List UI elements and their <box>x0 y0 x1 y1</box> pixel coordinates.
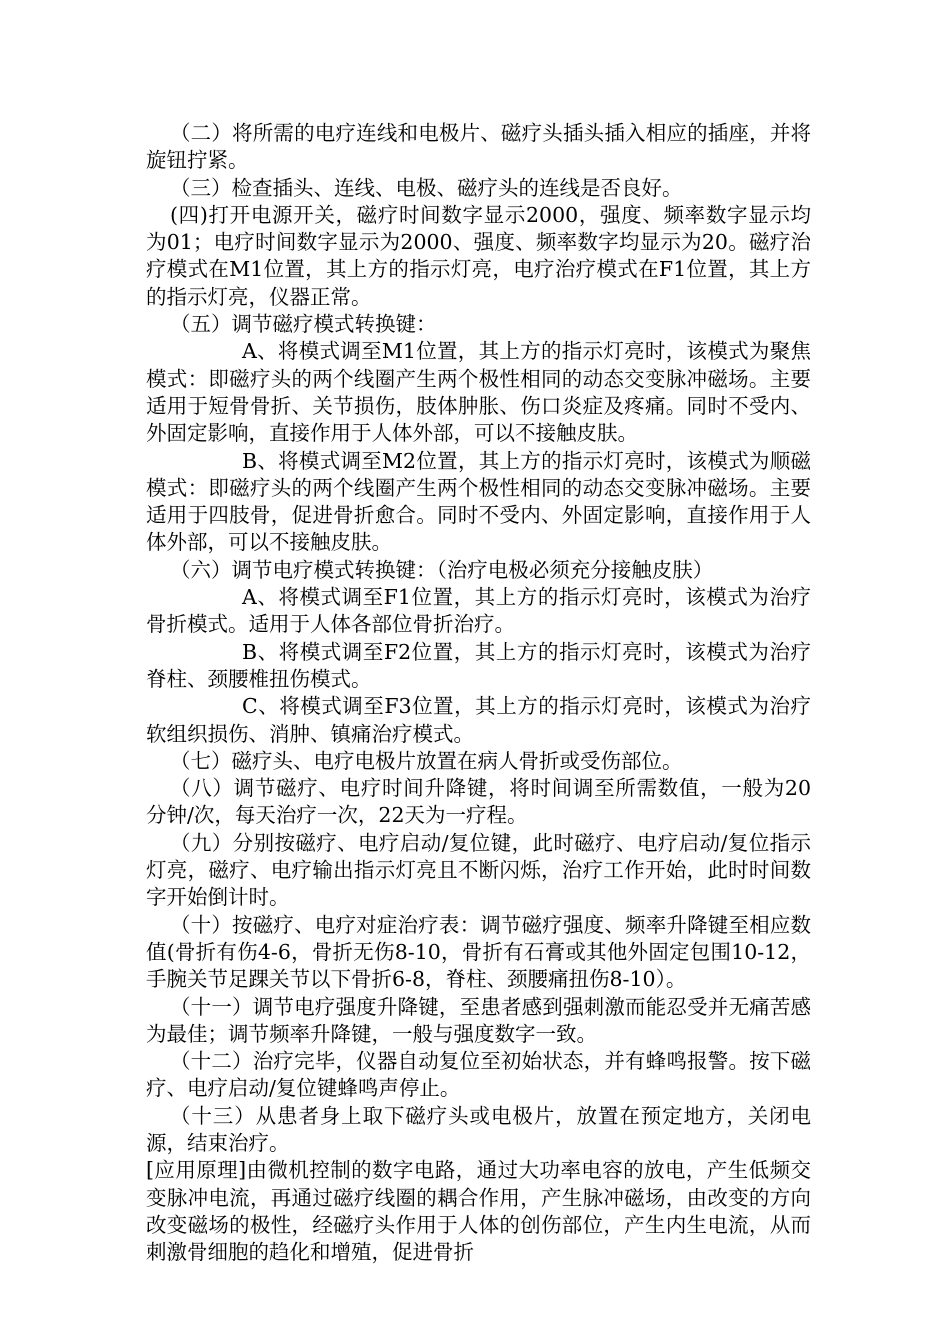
paragraph-step-6b: B、将模式调至F2位置，其上方的指示灯亮时，该模式为治疗脊柱、颈腰椎扭伤模式。 <box>146 639 811 691</box>
paragraph-step-4: (四)打开电源开关，磁疗时间数字显示2000，强度、频率数字显示均为01；电疗时间数字显示为2000、强度、频率数字均显示为20。磁疗治疗模式在M1位置，其上方的指示灯亮，电疗治疗模式在F1位置，其上方的指示灯亮，仪器正常。 <box>146 202 811 309</box>
paragraph-step-5b: B、将模式调至M2位置，其上方的指示灯亮时，该模式为顺磁模式：即磁疗头的两个线圈产生两个极性相同的动态交变脉冲磁场。主要适用于四肢骨，促进骨折愈合。同时不受内、外固定影响，直接作用于人体外部，可以不接触皮肤。 <box>146 448 811 555</box>
paragraph-step-3: （三）检查插头、连线、电极、磁疗头的连线是否良好。 <box>170 175 683 200</box>
paragraph-step-7: （七）磁疗头、电疗电极片放置在病人骨折或受伤部位。 <box>170 748 683 773</box>
paragraph-step-6: （六）调节电疗模式转换键：（治疗电极必须充分接触皮肤） <box>170 557 714 582</box>
paragraph-step-2: （二）将所需的电疗连线和电极片、磁疗头插头插入相应的插座，并将旋钮拧紧。 <box>146 121 811 173</box>
paragraph-application-principle: [应用原理]由微机控制的数字电路，通过大功率电容的放电，产生低频交变脉冲电流，再通过磁疗线圈的耦合作用，产生脉冲磁场，由改变的方向改变磁场的极性，经磁疗头作用于人体的创伤部位，产生内生电流，从而刺激骨细胞的趋化和增殖，促进骨折 <box>146 1158 811 1265</box>
paragraph-step-8: （八）调节磁疗、电疗时间升降键，将时间调至所需数值，一般为20分钟/次，每天治疗一次，22天为一疗程。 <box>146 776 811 828</box>
paragraph-step-6a: A、将模式调至F1位置，其上方的指示灯亮时，该模式为治疗骨折模式。适用于人体各部位骨折治疗。 <box>146 585 811 637</box>
paragraph-step-13: （十三）从患者身上取下磁疗头或电极片，放置在预定地方，关闭电源，结束治疗。 <box>146 1103 811 1155</box>
paragraph-step-12: （十二）治疗完毕，仪器自动复位至初始状态，并有蜂鸣报警。按下磁疗、电疗启动/复位键蜂鸣声停止。 <box>146 1049 811 1101</box>
paragraph-step-9: （九）分别按磁疗、电疗启动/复位键，此时磁疗、电疗启动/复位指示灯亮，磁疗、电疗输出指示灯亮且不断闪烁，治疗工作开始，此时时间数字开始倒计时。 <box>146 830 811 910</box>
paragraph-step-5a: A、将模式调至M1位置，其上方的指示灯亮时，该模式为聚焦模式：即磁疗头的两个线圈产生两个极性相同的动态交变脉冲磁场。主要适用于短骨骨折、关节损伤，肢体肿胀、伤口炎症及疼痛。同时不受内、外固定影响，直接作用于人体外部，可以不接触皮肤。 <box>146 339 811 446</box>
document-body <box>146 120 811 1266</box>
paragraph-step-6c: C、将模式调至F3位置，其上方的指示灯亮时，该模式为治疗软组织损伤、消肿、镇痛治疗模式。 <box>146 694 811 746</box>
paragraph-step-5: （五）调节磁疗模式转换键： <box>170 312 437 337</box>
paragraph-step-11: （十一）调节电疗强度升降键，至患者感到强刺激而能忍受并无痛苦感为最佳；调节频率升降键，一般与强度数字一致。 <box>146 994 811 1046</box>
paragraph-step-10: （十）按磁疗、电疗对症治疗表：调节磁疗强度、频率升降键至相应数值(骨折有伤4-6，骨折无伤8-10，骨折有石膏或其他外固定包围10-12，手腕关节足踝关节以下骨折6-8，脊柱、颈腰痛扭伤8-10）。 <box>146 912 811 992</box>
